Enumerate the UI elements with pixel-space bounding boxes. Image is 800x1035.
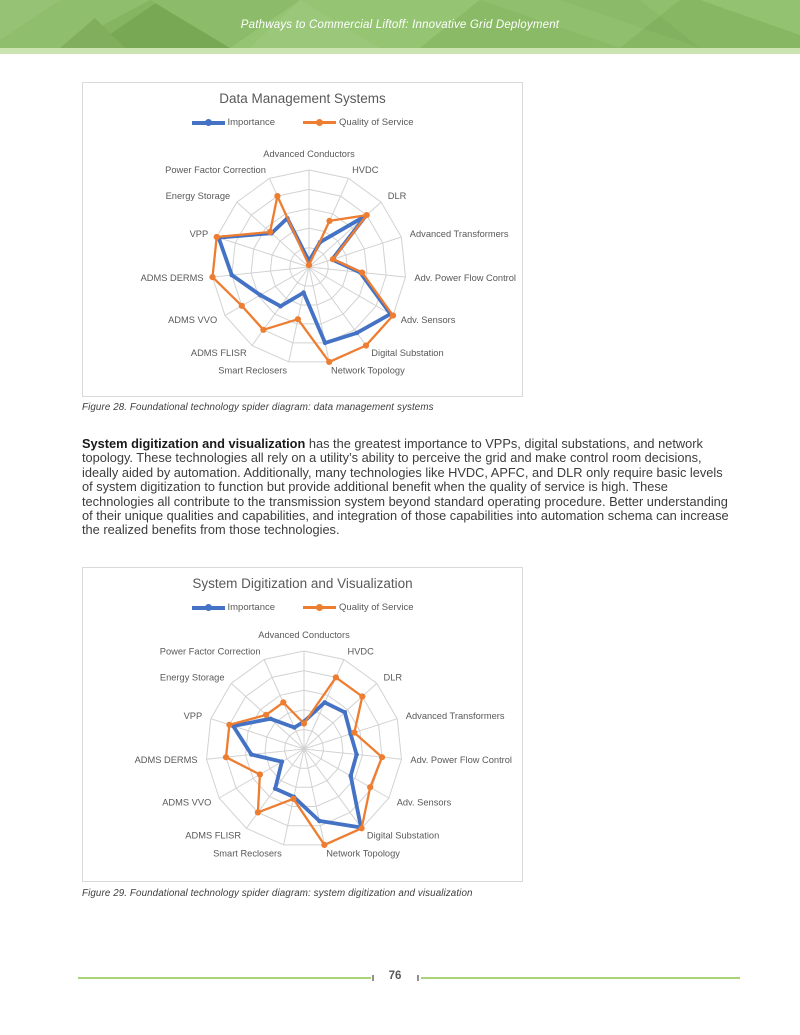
radar-axis-label: HVDC	[352, 165, 379, 176]
figure29-caption: Figure 29. Foundational technology spider diagram: system digitization and visualization	[82, 888, 473, 899]
radar-axis-label: Digital Substation	[366, 830, 440, 841]
body-paragraph	[82, 437, 734, 538]
radar-data-marker	[351, 730, 357, 736]
radar-axis-label: VPP	[183, 710, 203, 721]
radar-data-marker	[363, 342, 369, 348]
radar-data-marker	[274, 193, 280, 199]
radar-data-marker	[330, 256, 336, 262]
radar-data-marker	[280, 699, 286, 705]
radar-data-marker	[273, 786, 278, 791]
radar-data-marker	[322, 700, 327, 705]
radar-axis-label: Energy Storage	[159, 672, 225, 683]
radar-axis-label: Network Topology	[331, 365, 405, 376]
radar-axis-label: Adv. Sensors	[400, 315, 456, 325]
radar-axis-label: Advanced Conductors	[258, 630, 350, 640]
radar-data-marker	[260, 327, 266, 333]
radar-data-marker	[379, 754, 385, 760]
legend-label-quality-of-service: Quality of Service	[339, 602, 414, 613]
radar-axis-label: Digital Substation	[371, 347, 444, 358]
radar-axis-label: Adv. Sensors	[396, 797, 452, 808]
radar-data-marker	[209, 274, 215, 280]
radar-data-marker	[359, 693, 365, 699]
radar-axis-label: Energy Storage	[165, 191, 231, 202]
radar-data-marker	[321, 842, 327, 848]
radar-axis-label: Smart Reclosers	[213, 848, 282, 859]
radar-series-importance	[233, 702, 361, 827]
radar-data-marker	[355, 331, 360, 336]
radar-data-marker	[295, 316, 301, 322]
header-title: Pathways to Commercial Liftoff: Innovative Grid Deployment	[240, 19, 560, 31]
radar-axis-label: HVDC	[347, 646, 374, 657]
radar-axis-spoke	[217, 237, 309, 267]
footer-tick-right	[417, 975, 419, 981]
radar-data-marker	[326, 359, 332, 365]
radar-data-marker	[239, 303, 245, 309]
radar-data-marker	[301, 290, 306, 295]
radar-axis-spoke	[309, 202, 381, 267]
radar-data-marker	[280, 759, 285, 764]
radar-chart-system-digitization	[83, 568, 522, 881]
radar-data-marker	[306, 262, 312, 268]
radar-data-marker	[249, 752, 254, 757]
radar-axis-label: Advanced Transformers	[405, 710, 505, 721]
radar-chart-data-management	[83, 83, 522, 396]
chart-title-system-digitization: System Digitization and Visualization	[192, 576, 413, 591]
radar-data-marker	[343, 710, 348, 715]
radar-axis-label: Advanced Conductors	[263, 149, 355, 159]
radar-axis-spoke	[304, 683, 377, 749]
header-strip	[0, 48, 800, 54]
radar-axis-label: Network Topology	[326, 848, 400, 859]
radar-axis-label: Adv. Power Flow Control	[414, 273, 517, 284]
legend-label-quality-of-service: Quality of Service	[339, 117, 414, 128]
radar-data-marker	[359, 270, 365, 276]
header-banner	[0, 0, 800, 48]
radar-data-marker	[301, 720, 307, 726]
legend-label-importance: Importance	[227, 602, 276, 613]
radar-axis-label: ADMS FLISR	[190, 347, 247, 358]
radar-data-marker	[367, 784, 373, 790]
radar-data-marker	[348, 774, 353, 779]
radar-data-marker	[226, 722, 232, 728]
figure29-chart-frame	[82, 567, 523, 882]
radar-data-marker	[214, 234, 220, 240]
page-number: 76	[388, 970, 402, 982]
radar-data-marker	[258, 293, 263, 298]
radar-data-marker	[278, 304, 283, 309]
radar-data-marker	[230, 273, 235, 278]
radar-data-marker	[223, 754, 229, 760]
radar-data-marker	[364, 212, 370, 218]
radar-data-marker	[268, 717, 273, 722]
footer-rule-right	[421, 977, 740, 979]
radar-data-marker	[359, 825, 365, 831]
radar-axis-label: ADMS VVO	[168, 315, 218, 325]
radar-data-marker	[290, 796, 296, 802]
chart-title-data-management: Data Management Systems	[219, 91, 386, 106]
radar-data-marker	[255, 809, 261, 815]
radar-axis-label: ADMS VVO	[162, 797, 212, 808]
radar-data-marker	[323, 341, 328, 346]
radar-axis-label: Advanced Transformers	[409, 229, 509, 240]
radar-data-marker	[333, 674, 339, 680]
radar-data-marker	[292, 725, 297, 730]
radar-axis-label: Adv. Power Flow Control	[410, 755, 513, 766]
radar-data-marker	[257, 771, 263, 777]
radar-axis-label: DLR	[387, 191, 407, 202]
radar-axis-label: ADMS FLISR	[185, 830, 242, 841]
radar-data-marker	[390, 312, 396, 318]
figure28-caption: Figure 28. Foundational technology spider diagram: data management systems	[82, 402, 434, 413]
radar-data-marker	[354, 752, 359, 757]
radar-axis-label: Smart Reclosers	[218, 365, 287, 376]
radar-axis-label: VPP	[189, 229, 209, 240]
radar-axis-label: Power Factor Correction	[159, 646, 261, 657]
radar-axis-label: ADMS DERMS	[140, 273, 204, 284]
footer-rule-left	[78, 977, 371, 979]
paragraph-rest: has the greatest importance to VPPs, digital substations, and network topology. These technologies all rely on a utility’s ability to perceive the grid and make control room decisions, ideally aided by automation. Additionally, many technologies like HVDC, APFC, and DLR only require basic levels of system digitization to function but provide additional benefit when the quality of service is high. These technologies all contribute to the transmission system beyond standard operating procedure. Better understanding of their unique qualities and capabilities, and integration of those capabilities into automation schema can increase the realized benefits from those technologies.	[82, 436, 729, 538]
paragraph-lead: System digitization and visualization	[82, 436, 306, 451]
radar-data-marker	[267, 229, 273, 235]
radar-axis-label: ADMS DERMS	[134, 755, 198, 766]
radar-data-marker	[263, 712, 269, 718]
legend-label-importance: Importance	[227, 117, 276, 128]
radar-axis-label: DLR	[383, 672, 403, 683]
radar-axis-label: Power Factor Correction	[165, 165, 266, 176]
radar-data-marker	[326, 218, 332, 224]
radar-data-marker	[317, 819, 322, 824]
figure28-chart-frame	[82, 82, 523, 397]
